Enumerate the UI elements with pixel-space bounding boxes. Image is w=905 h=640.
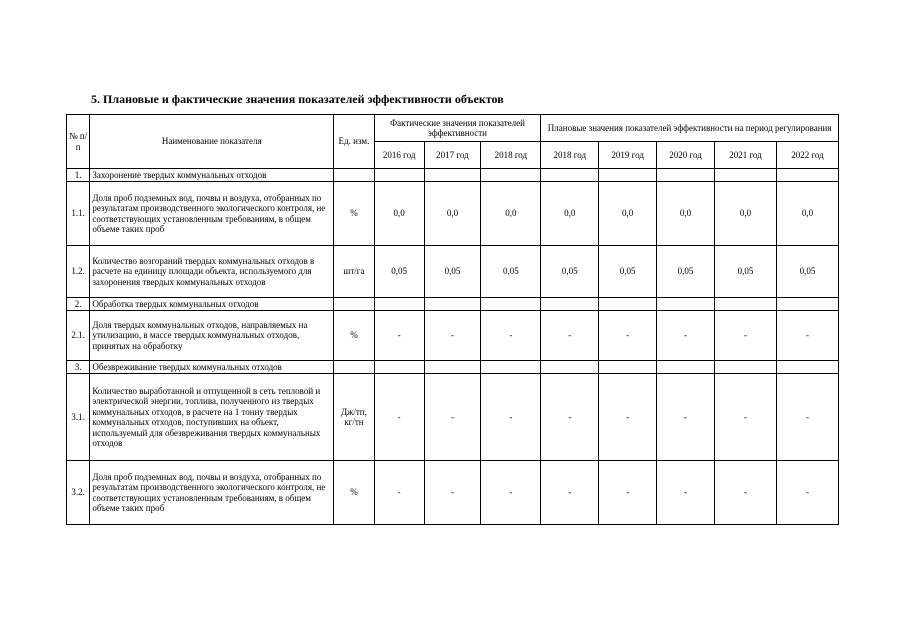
indicator-name: Доля проб подземных вод, почвы и воздуха, отобранных по результатам производственного экологического контроля, не соответствующих установленным требованиям, в общем объеме таких проб: [90, 182, 334, 246]
value-cell: [714, 361, 776, 374]
value-cell: -: [481, 461, 541, 525]
value-cell: [541, 298, 599, 311]
value-cell: [776, 361, 838, 374]
value-cell: -: [374, 311, 424, 361]
row-number: 2.: [67, 298, 90, 311]
unit-cell: [334, 298, 375, 311]
value-cell: [657, 298, 715, 311]
value-cell: -: [657, 311, 715, 361]
header-year: 2018 год: [481, 142, 541, 169]
value-cell: 0,05: [599, 246, 657, 298]
row-number: 1.2.: [67, 246, 90, 298]
header-year: 2018 год: [541, 142, 599, 169]
value-cell: 0,0: [374, 182, 424, 246]
value-cell: [541, 169, 599, 182]
value-cell: [374, 361, 424, 374]
header-planned-group: Плановые значения показателей эффективности на период регулирования: [541, 115, 839, 142]
value-cell: -: [657, 461, 715, 525]
value-cell: [657, 169, 715, 182]
row-number: 1.1.: [67, 182, 90, 246]
section-row: [67, 169, 839, 182]
value-cell: -: [599, 374, 657, 461]
value-cell: [424, 169, 481, 182]
header-year: 2017 год: [424, 142, 481, 169]
table-row: [67, 182, 839, 246]
value-cell: -: [714, 374, 776, 461]
value-cell: 0,05: [657, 246, 715, 298]
value-cell: -: [714, 311, 776, 361]
unit-cell: %: [334, 311, 375, 361]
value-cell: [599, 298, 657, 311]
header-year: 2022 год: [776, 142, 838, 169]
table-row: [67, 461, 839, 525]
value-cell: [541, 361, 599, 374]
indicator-name: Обезвреживание твердых коммунальных отходов: [90, 361, 334, 374]
value-cell: -: [541, 461, 599, 525]
value-cell: 0,05: [424, 246, 481, 298]
value-cell: 0,0: [424, 182, 481, 246]
value-cell: [424, 361, 481, 374]
table-body: [67, 169, 839, 525]
value-cell: 0,0: [714, 182, 776, 246]
indicator-name: Захоронение твердых коммунальных отходов: [90, 169, 334, 182]
header-num: № п/п: [67, 115, 90, 169]
header-year: 2020 год: [657, 142, 715, 169]
value-cell: 0,0: [541, 182, 599, 246]
efficiency-table: [66, 114, 839, 525]
unit-cell: %: [334, 461, 375, 525]
value-cell: -: [657, 374, 715, 461]
value-cell: -: [599, 311, 657, 361]
section-row: [67, 298, 839, 311]
value-cell: -: [481, 311, 541, 361]
indicator-name: Обработка твердых коммунальных отходов: [90, 298, 334, 311]
unit-cell: %: [334, 182, 375, 246]
section-row: [67, 361, 839, 374]
value-cell: -: [541, 311, 599, 361]
table-row: [67, 374, 839, 461]
value-cell: [481, 298, 541, 311]
value-cell: [599, 169, 657, 182]
indicator-name: Доля проб подземных вод, почвы и воздуха, отобранных по результатам производственного экологического контроля, не соответствующих установленным требованиям, в общем объеме таких проб: [90, 461, 334, 525]
value-cell: [374, 169, 424, 182]
header-year: 2021 год: [714, 142, 776, 169]
header-actual-group: Фактические значения показателей эффективности: [374, 115, 541, 142]
value-cell: 0,0: [599, 182, 657, 246]
value-cell: -: [599, 461, 657, 525]
value-cell: -: [776, 311, 838, 361]
value-cell: [374, 298, 424, 311]
indicator-name: Количество возгораний твердых коммунальных отходов в расчете на единицу площади объекта, используемого для захоронения твердых коммунальных отходов: [90, 246, 334, 298]
value-cell: -: [776, 374, 838, 461]
value-cell: -: [776, 461, 838, 525]
value-cell: 0,0: [657, 182, 715, 246]
row-number: 1.: [67, 169, 90, 182]
value-cell: -: [714, 461, 776, 525]
indicator-name: Количество выработанной и отпущенной в сеть тепловой и электрической энергии, топлива, полученного из твердых коммунальных отходов, в расчете на 1 тонну твердых коммунальных отходов, поступивших на объект, используемый для обезвреживания твердых коммунальных отходов: [90, 374, 334, 461]
value-cell: -: [424, 461, 481, 525]
row-number: 2.1.: [67, 311, 90, 361]
table-row: [67, 311, 839, 361]
value-cell: -: [424, 311, 481, 361]
value-cell: [599, 361, 657, 374]
value-cell: [657, 361, 715, 374]
value-cell: 0,05: [374, 246, 424, 298]
header-unit: Ед. изм.: [334, 115, 375, 169]
value-cell: 0,0: [776, 182, 838, 246]
unit-cell: Дж/тп, кг/тн: [334, 374, 375, 461]
value-cell: 0,05: [714, 246, 776, 298]
value-cell: -: [374, 461, 424, 525]
value-cell: 0,05: [776, 246, 838, 298]
table-row: [67, 246, 839, 298]
value-cell: [481, 361, 541, 374]
unit-cell: [334, 361, 375, 374]
value-cell: 0,05: [541, 246, 599, 298]
header-year: 2019 год: [599, 142, 657, 169]
row-number: 3.1.: [67, 374, 90, 461]
value-cell: -: [541, 374, 599, 461]
value-cell: 0,05: [481, 246, 541, 298]
unit-cell: шт/га: [334, 246, 375, 298]
value-cell: [424, 298, 481, 311]
header-name: Наименование показателя: [90, 115, 334, 169]
value-cell: [714, 169, 776, 182]
header-year: 2016 год: [374, 142, 424, 169]
document-title: 5. Плановые и фактические значения показателей эффективности объектов: [91, 92, 504, 106]
value-cell: -: [481, 374, 541, 461]
value-cell: [776, 298, 838, 311]
indicator-name: Доля твердых коммунальных отходов, направляемых на утилизацию, в массе твердых коммунальных отходов, принятых на обработку: [90, 311, 334, 361]
value-cell: [776, 169, 838, 182]
value-cell: 0,0: [481, 182, 541, 246]
value-cell: -: [424, 374, 481, 461]
row-number: 3.2.: [67, 461, 90, 525]
unit-cell: [334, 169, 375, 182]
row-number: 3.: [67, 361, 90, 374]
value-cell: [714, 298, 776, 311]
value-cell: -: [374, 374, 424, 461]
value-cell: [481, 169, 541, 182]
